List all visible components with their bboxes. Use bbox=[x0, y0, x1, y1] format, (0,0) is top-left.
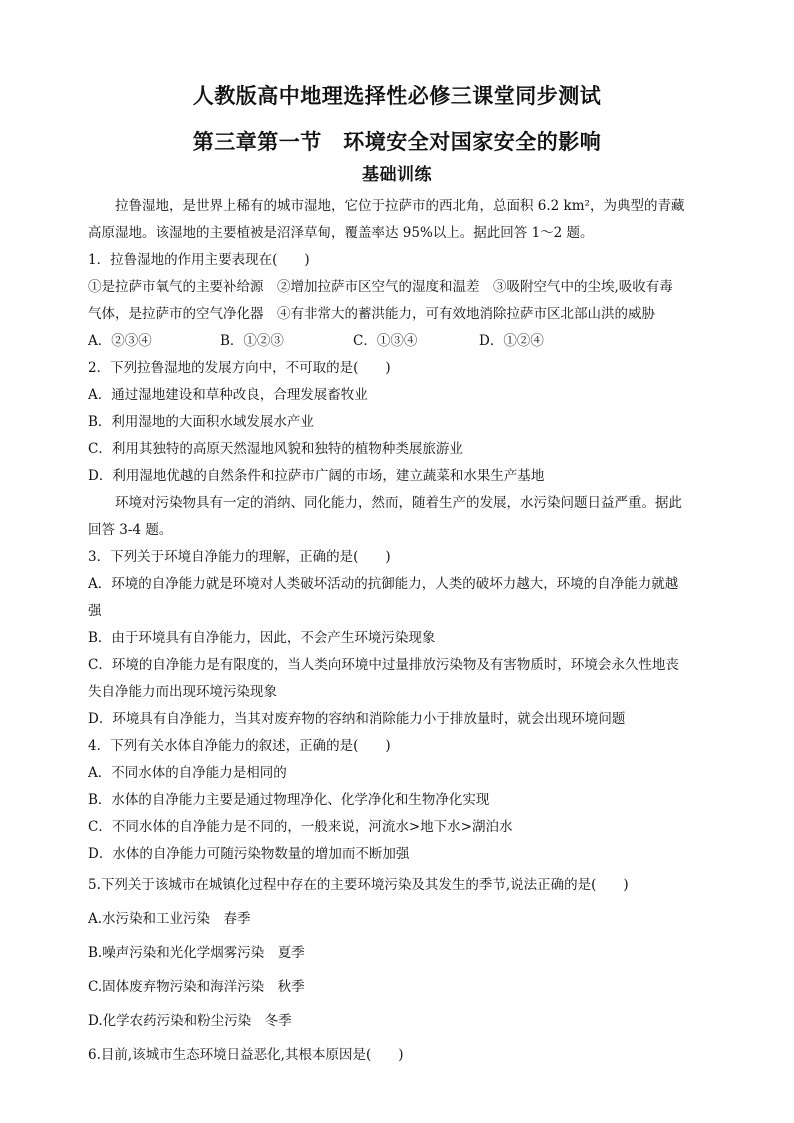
passage-2-line-1: 环境对污染物具有一定的消纳、同化能力，然而，随着生产的发展，水污染问题日益严重。据此 bbox=[115, 495, 682, 511]
question-3-option-a-line-1: A．环境的自净能力就是环境对人类破坏活动的抗御能力，人类的破坏力越大，环境的自净能力就越 bbox=[88, 576, 679, 592]
question-1-items-line-1: ①是拉萨市氧气的主要补给源 ②增加拉萨市区空气的湿度和温差 ③吸附空气中的尘埃,吸收有毒 bbox=[88, 279, 673, 295]
passage-1-line-2: 高原湿地。该湿地的主要植被是沼泽草甸，覆盖率达 95%以上。据此回答 1～2 题。 bbox=[88, 225, 594, 241]
question-1-items-line-2: 气体，是拉萨市的空气净化器 ④有非常大的蓄洪能力，可有效地消除拉萨市区北部山洪的威胁 bbox=[88, 306, 655, 322]
question-3-option-a-line-2: 强 bbox=[88, 603, 102, 619]
question-1-option-c: C．①③④ bbox=[353, 333, 418, 349]
question-5-option-a: A.水污染和工业污染 春季 bbox=[88, 911, 251, 927]
question-4-stem: 4．下列有关水体自净能力的叙述，正确的是( ) bbox=[88, 738, 391, 754]
question-5-option-d: D.化学农药污染和粉尘污染 冬季 bbox=[88, 1013, 292, 1029]
question-3-option-c-line-2: 失自净能力而出现环境污染现象 bbox=[88, 684, 277, 700]
section-subtitle: 基础训练 bbox=[362, 165, 432, 185]
section-title: 第三章第一节 环境安全对国家安全的影响 bbox=[192, 129, 602, 154]
question-4-option-a: A．不同水体的自净能力是相同的 bbox=[88, 765, 287, 781]
question-2-option-b: B．利用湿地的大面积水域发展水产业 bbox=[88, 414, 314, 430]
question-3-stem: 3．下列关于环境自净能力的理解，正确的是( ) bbox=[88, 549, 391, 565]
question-1-options bbox=[88, 328, 710, 355]
question-1-stem: 1．拉鲁湿地的作用主要表现在( ) bbox=[88, 252, 310, 268]
question-3-option-c-line-1: C．环境的自净能力是有限度的，当人类向环境中过量排放污染物及有害物质时，环境会永久性地丧 bbox=[88, 657, 679, 673]
question-4-option-d: D．水体的自净能力可随污染物数量的增加而不断加强 bbox=[88, 846, 410, 862]
question-5-option-c: C.固体废弃物污染和海洋污染 秋季 bbox=[88, 979, 305, 995]
passage-1-line-1: 拉鲁湿地，是世界上稀有的城市湿地，它位于拉萨市的西北角，总面积 6.2 km²，为典型的青藏 bbox=[115, 198, 685, 214]
question-1-option-d: D．①②④ bbox=[479, 333, 544, 349]
document-body bbox=[88, 193, 710, 1072]
question-3-option-d: D．环境具有自净能力，当其对废弃物的容纳和消除能力小于排放量时，就会出现环境问题 bbox=[88, 711, 626, 727]
question-1-option-a: A．②③④ bbox=[88, 333, 152, 349]
question-6-stem: 6.目前,该城市生态环境日益恶化,其根本原因是( ) bbox=[88, 1047, 404, 1063]
question-3-option-b: B．由于环境具有自净能力，因此，不会产生环境污染现象 bbox=[88, 630, 436, 646]
question-2-option-a: A．通过湿地建设和草种改良，合理发展畜牧业 bbox=[88, 387, 368, 403]
question-2-option-c: C．利用其独特的高原天然湿地风貌和独特的植物种类展旅游业 bbox=[88, 441, 463, 457]
question-5-option-b: B.噪声污染和光化学烟雾污染 夏季 bbox=[88, 945, 305, 961]
document-title: 人教版高中地理选择性必修三课堂同步测试 bbox=[192, 83, 602, 108]
question-2-stem: 2．下列拉鲁湿地的发展方向中，不可取的是( ) bbox=[88, 360, 391, 376]
question-4-option-c: C．不同水体的自净能力是不同的，一般来说，河流水>地下水>湖泊水 bbox=[88, 819, 513, 835]
question-2-option-d: D．利用湿地优越的自然条件和拉萨市广阔的市场，建立蔬菜和水果生产基地 bbox=[88, 468, 545, 484]
question-1-option-b: B．①②③ bbox=[220, 333, 284, 349]
question-4-option-b: B．水体的自净能力主要是通过物理净化、化学净化和生物净化实现 bbox=[88, 792, 490, 808]
passage-2-line-2: 回答 3-4 题。 bbox=[88, 522, 173, 538]
question-5-stem: 5.下列关于该城市在城镇化过程中存在的主要环境污染及其发生的季节,说法正确的是( ) bbox=[88, 877, 629, 893]
